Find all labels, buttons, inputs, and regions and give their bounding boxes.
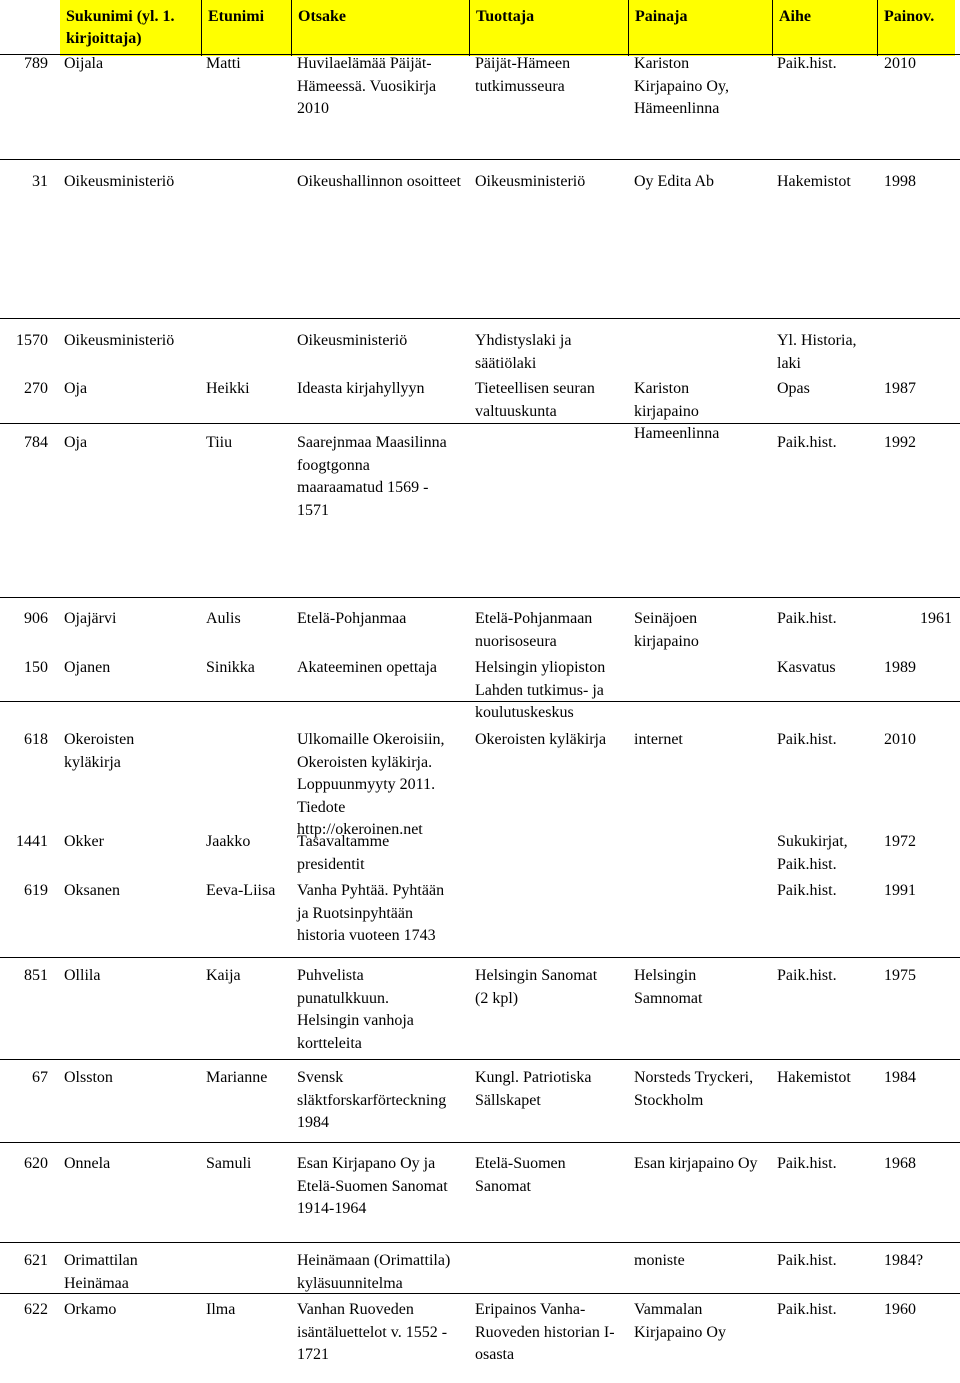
cell-id[interactable]: 270 bbox=[24, 380, 48, 397]
cell-subject[interactable]: Paik.hist. bbox=[777, 1252, 837, 1269]
header-subject[interactable]: Aihe bbox=[779, 8, 811, 25]
cell-surname[interactable]: Ollila bbox=[64, 967, 101, 984]
row-divider bbox=[0, 701, 960, 702]
cell-title[interactable]: Ideasta kirjahyllyyn bbox=[297, 380, 425, 397]
header-firstname[interactable]: Etunimi bbox=[208, 8, 265, 25]
cell-printer[interactable]: moniste bbox=[634, 1252, 685, 1269]
cell-id[interactable]: 622 bbox=[24, 1301, 48, 1318]
cell-year[interactable]: 1975 bbox=[884, 967, 916, 984]
cell-year[interactable]: 1961 bbox=[920, 610, 952, 627]
row-divider bbox=[0, 597, 960, 598]
table-row bbox=[0, 1067, 960, 1146]
cell-id[interactable]: 789 bbox=[24, 55, 48, 72]
cell-subject[interactable]: Hakemistot bbox=[777, 173, 851, 190]
table-row bbox=[0, 729, 960, 838]
cell-subject[interactable]: Paik.hist. bbox=[777, 610, 837, 627]
cell-publisher[interactable]: Helsingin Sanomat (2 kpl) bbox=[475, 967, 598, 1007]
cell-year[interactable]: 2010 bbox=[884, 55, 916, 72]
cell-id[interactable]: 31 bbox=[32, 173, 48, 190]
table-row bbox=[0, 880, 960, 958]
cell-subject[interactable]: Paik.hist. bbox=[777, 882, 837, 899]
header-divider bbox=[291, 0, 292, 56]
header-publisher[interactable]: Tuottaja bbox=[476, 8, 535, 25]
cell-title[interactable]: Puhvelista punatulkkuun. Helsingin vanhoja kortteleita bbox=[297, 967, 414, 1052]
cell-surname[interactable]: Orkamo bbox=[64, 1301, 117, 1318]
cell-surname[interactable]: Oikeusministeriö bbox=[64, 332, 175, 349]
cell-printer[interactable]: Vammalan Kirjapaino Oy bbox=[634, 1301, 726, 1341]
table-row bbox=[0, 378, 960, 442]
cell-title[interactable]: Huvilaelämää Päijät- Hämeessä. Vuosikirja 2010 bbox=[297, 55, 437, 117]
cell-surname[interactable]: Onnela bbox=[64, 1155, 111, 1172]
header-divider bbox=[628, 0, 629, 56]
cell-title[interactable]: Svensk släktforskarförteckning 1984 bbox=[297, 1069, 447, 1131]
cell-year[interactable]: 1968 bbox=[884, 1155, 916, 1172]
table-row bbox=[0, 171, 960, 317]
row-divider bbox=[0, 423, 960, 424]
cell-title[interactable]: Heinämaan (Orimattila) kyläsuunnitelma bbox=[297, 1252, 451, 1292]
cell-publisher[interactable]: Päijät-Hämeen tutkimusseura bbox=[475, 55, 571, 95]
cell-publisher[interactable]: Yhdistyslaki ja säätiölaki bbox=[475, 332, 572, 372]
cell-printer[interactable]: Norsteds Tryckeri, Stockholm bbox=[634, 1069, 754, 1109]
row-divider bbox=[0, 1059, 960, 1060]
cell-title[interactable]: Oikeushallinnon osoitteet bbox=[297, 173, 461, 190]
cell-year[interactable]: 1998 bbox=[884, 173, 916, 190]
cell-firstname[interactable]: Samuli bbox=[206, 1155, 252, 1172]
cell-subject[interactable]: Opas bbox=[777, 380, 810, 397]
cell-surname[interactable]: Ojajärvi bbox=[64, 610, 117, 627]
cell-printer[interactable]: Seinäjoen kirjapaino bbox=[634, 610, 699, 650]
cell-publisher[interactable]: Etelä-Pohjanmaan nuorisoseura bbox=[475, 610, 593, 650]
cell-title[interactable]: Ulkomaille Okeroisiin, Okeroisten kyläkirja. Loppuunmyyty 2011. Tiedote http://okeroinen.net bbox=[297, 731, 445, 838]
cell-id[interactable]: 1570 bbox=[16, 332, 48, 349]
cell-firstname[interactable]: Aulis bbox=[206, 610, 241, 627]
table-row bbox=[0, 657, 960, 727]
cell-surname[interactable]: Oijala bbox=[64, 55, 104, 72]
cell-year[interactable]: 1991 bbox=[884, 882, 916, 899]
header-surname[interactable]: Sukunimi (yl. 1. kirjoittaja) bbox=[66, 8, 175, 47]
cell-title[interactable]: Tasavaltamme presidentit bbox=[297, 833, 390, 873]
cell-year[interactable]: 1992 bbox=[884, 434, 916, 451]
cell-year[interactable]: 1984? bbox=[884, 1252, 924, 1269]
cell-surname[interactable]: Ojanen bbox=[64, 659, 111, 676]
cell-publisher[interactable]: Oikeusministeriö bbox=[475, 173, 586, 190]
row-divider bbox=[0, 159, 960, 160]
cell-title[interactable]: Akateeminen opettaja bbox=[297, 659, 437, 676]
header-printer[interactable]: Painaja bbox=[635, 8, 688, 25]
cell-surname[interactable]: Olsston bbox=[64, 1069, 113, 1086]
cell-printer[interactable]: Helsingin Samnomat bbox=[634, 967, 703, 1007]
cell-subject[interactable]: Sukukirjat, Paik.hist. bbox=[777, 833, 848, 873]
cell-subject[interactable]: Yl. Historia, laki bbox=[777, 332, 857, 372]
cell-surname[interactable]: Okeroisten kyläkirja bbox=[64, 731, 135, 771]
cell-id[interactable]: 906 bbox=[24, 610, 48, 627]
cell-publisher[interactable]: Kungl. Patriotiska Sällskapet bbox=[475, 1069, 592, 1109]
cell-surname[interactable]: Orimattilan Heinämaa bbox=[64, 1252, 138, 1292]
cell-publisher[interactable]: Okeroisten kyläkirja bbox=[475, 731, 607, 748]
cell-subject[interactable]: Hakemistot bbox=[777, 1069, 851, 1086]
header-divider bbox=[877, 0, 878, 56]
header-year[interactable]: Painov. bbox=[884, 8, 935, 25]
table-row bbox=[0, 608, 960, 654]
cell-id[interactable]: 784 bbox=[24, 434, 48, 451]
cell-firstname[interactable]: Kaija bbox=[206, 967, 241, 984]
cell-subject[interactable]: Kasvatus bbox=[777, 659, 836, 676]
row-divider bbox=[0, 1242, 960, 1243]
cell-title[interactable]: Oikeusministeriö bbox=[297, 332, 408, 349]
header-divider bbox=[201, 0, 202, 56]
cell-subject[interactable]: Paik.hist. bbox=[777, 434, 837, 451]
cell-year[interactable]: 1960 bbox=[884, 1301, 916, 1318]
cell-surname[interactable]: Oikeusministeriö bbox=[64, 173, 175, 190]
row-divider bbox=[0, 318, 960, 319]
cell-printer[interactable]: Oy Edita Ab bbox=[634, 173, 714, 190]
cell-firstname[interactable]: Sinikka bbox=[206, 659, 255, 676]
cell-printer[interactable]: Kariston Kirjapaino Oy, Hämeenlinna bbox=[634, 55, 729, 117]
cell-title[interactable]: Etelä-Pohjanmaa bbox=[297, 610, 407, 627]
cell-surname[interactable]: Oja bbox=[64, 434, 88, 451]
cell-firstname[interactable]: Heikki bbox=[206, 380, 250, 397]
cell-subject[interactable]: Paik.hist. bbox=[777, 731, 837, 748]
cell-title[interactable]: Vanhan Ruoveden isäntäluettelot v. 1552 - 1721 bbox=[297, 1301, 448, 1363]
cell-id[interactable]: 620 bbox=[24, 1155, 48, 1172]
table-row bbox=[0, 330, 960, 375]
cell-firstname[interactable]: Jaakko bbox=[206, 833, 251, 850]
cell-subject[interactable]: Paik.hist. bbox=[777, 1301, 837, 1318]
cell-subject[interactable]: Paik.hist. bbox=[777, 55, 837, 72]
cell-title[interactable]: Saarejnmaa Maasilinna foogtgonna maaraamatud 1569 - 1571 bbox=[297, 434, 447, 519]
cell-id[interactable]: 851 bbox=[24, 967, 48, 984]
cell-printer[interactable]: internet bbox=[634, 731, 683, 748]
cell-publisher[interactable]: Eripainos Vanha- Ruoveden historian I- osasta bbox=[475, 1301, 615, 1363]
cell-id[interactable]: 150 bbox=[24, 659, 48, 676]
table-row bbox=[0, 432, 960, 596]
header-title[interactable]: Otsake bbox=[298, 8, 346, 25]
cell-id[interactable]: 619 bbox=[24, 882, 48, 899]
cell-surname[interactable]: Oksanen bbox=[64, 882, 120, 899]
header-divider bbox=[772, 0, 773, 56]
table-row bbox=[0, 1250, 960, 1296]
cell-id[interactable]: 621 bbox=[24, 1252, 48, 1269]
cell-year[interactable]: 1984 bbox=[884, 1069, 916, 1086]
row-divider bbox=[0, 1142, 960, 1143]
cell-publisher[interactable]: Helsingin yliopiston Lahden tutkimus- ja koulutuskeskus bbox=[475, 659, 606, 721]
cell-firstname[interactable]: Eeva-Liisa bbox=[206, 882, 276, 899]
table-row bbox=[0, 965, 960, 1063]
cell-firstname[interactable]: Ilma bbox=[206, 1301, 236, 1318]
cell-id[interactable]: 618 bbox=[24, 731, 48, 748]
cell-firstname[interactable]: Matti bbox=[206, 55, 241, 72]
cell-id[interactable]: 1441 bbox=[16, 833, 48, 850]
table-row bbox=[0, 1299, 960, 1383]
cell-year[interactable]: 2010 bbox=[884, 731, 916, 748]
row-divider bbox=[0, 54, 960, 55]
cell-year[interactable]: 1989 bbox=[884, 659, 916, 676]
header-divider bbox=[469, 0, 470, 56]
cell-printer[interactable]: Esan kirjapaino Oy bbox=[634, 1155, 758, 1172]
cell-surname[interactable]: Okker bbox=[64, 833, 104, 850]
table-row bbox=[0, 831, 960, 877]
table-row bbox=[0, 1153, 960, 1243]
cell-firstname[interactable]: Tiiu bbox=[206, 434, 233, 451]
cell-printer[interactable]: Kariston kirjapaino Hameenlinna bbox=[634, 380, 720, 442]
cell-firstname[interactable]: Marianne bbox=[206, 1069, 268, 1086]
row-divider bbox=[0, 957, 960, 958]
row-divider bbox=[0, 1293, 960, 1294]
header-row bbox=[60, 0, 955, 56]
cell-subject[interactable]: Paik.hist. bbox=[777, 967, 837, 984]
cell-id[interactable]: 67 bbox=[32, 1069, 48, 1086]
cell-subject[interactable]: Paik.hist. bbox=[777, 1155, 837, 1172]
cell-title[interactable]: Vanha Pyhtää. Pyhtään ja Ruotsinpyhtään historia vuoteen 1743 bbox=[297, 882, 445, 944]
cell-publisher[interactable]: Tieteellisen seuran valtuuskunta bbox=[475, 380, 595, 420]
cell-year[interactable]: 1972 bbox=[884, 833, 916, 850]
cell-title[interactable]: Esan Kirjapano Oy ja Etelä-Suomen Sanomat 1914-1964 bbox=[297, 1155, 448, 1217]
table-row bbox=[0, 53, 960, 159]
cell-publisher[interactable]: Etelä-Suomen Sanomat bbox=[475, 1155, 566, 1195]
cell-surname[interactable]: Oja bbox=[64, 380, 88, 397]
cell-year[interactable]: 1987 bbox=[884, 380, 916, 397]
